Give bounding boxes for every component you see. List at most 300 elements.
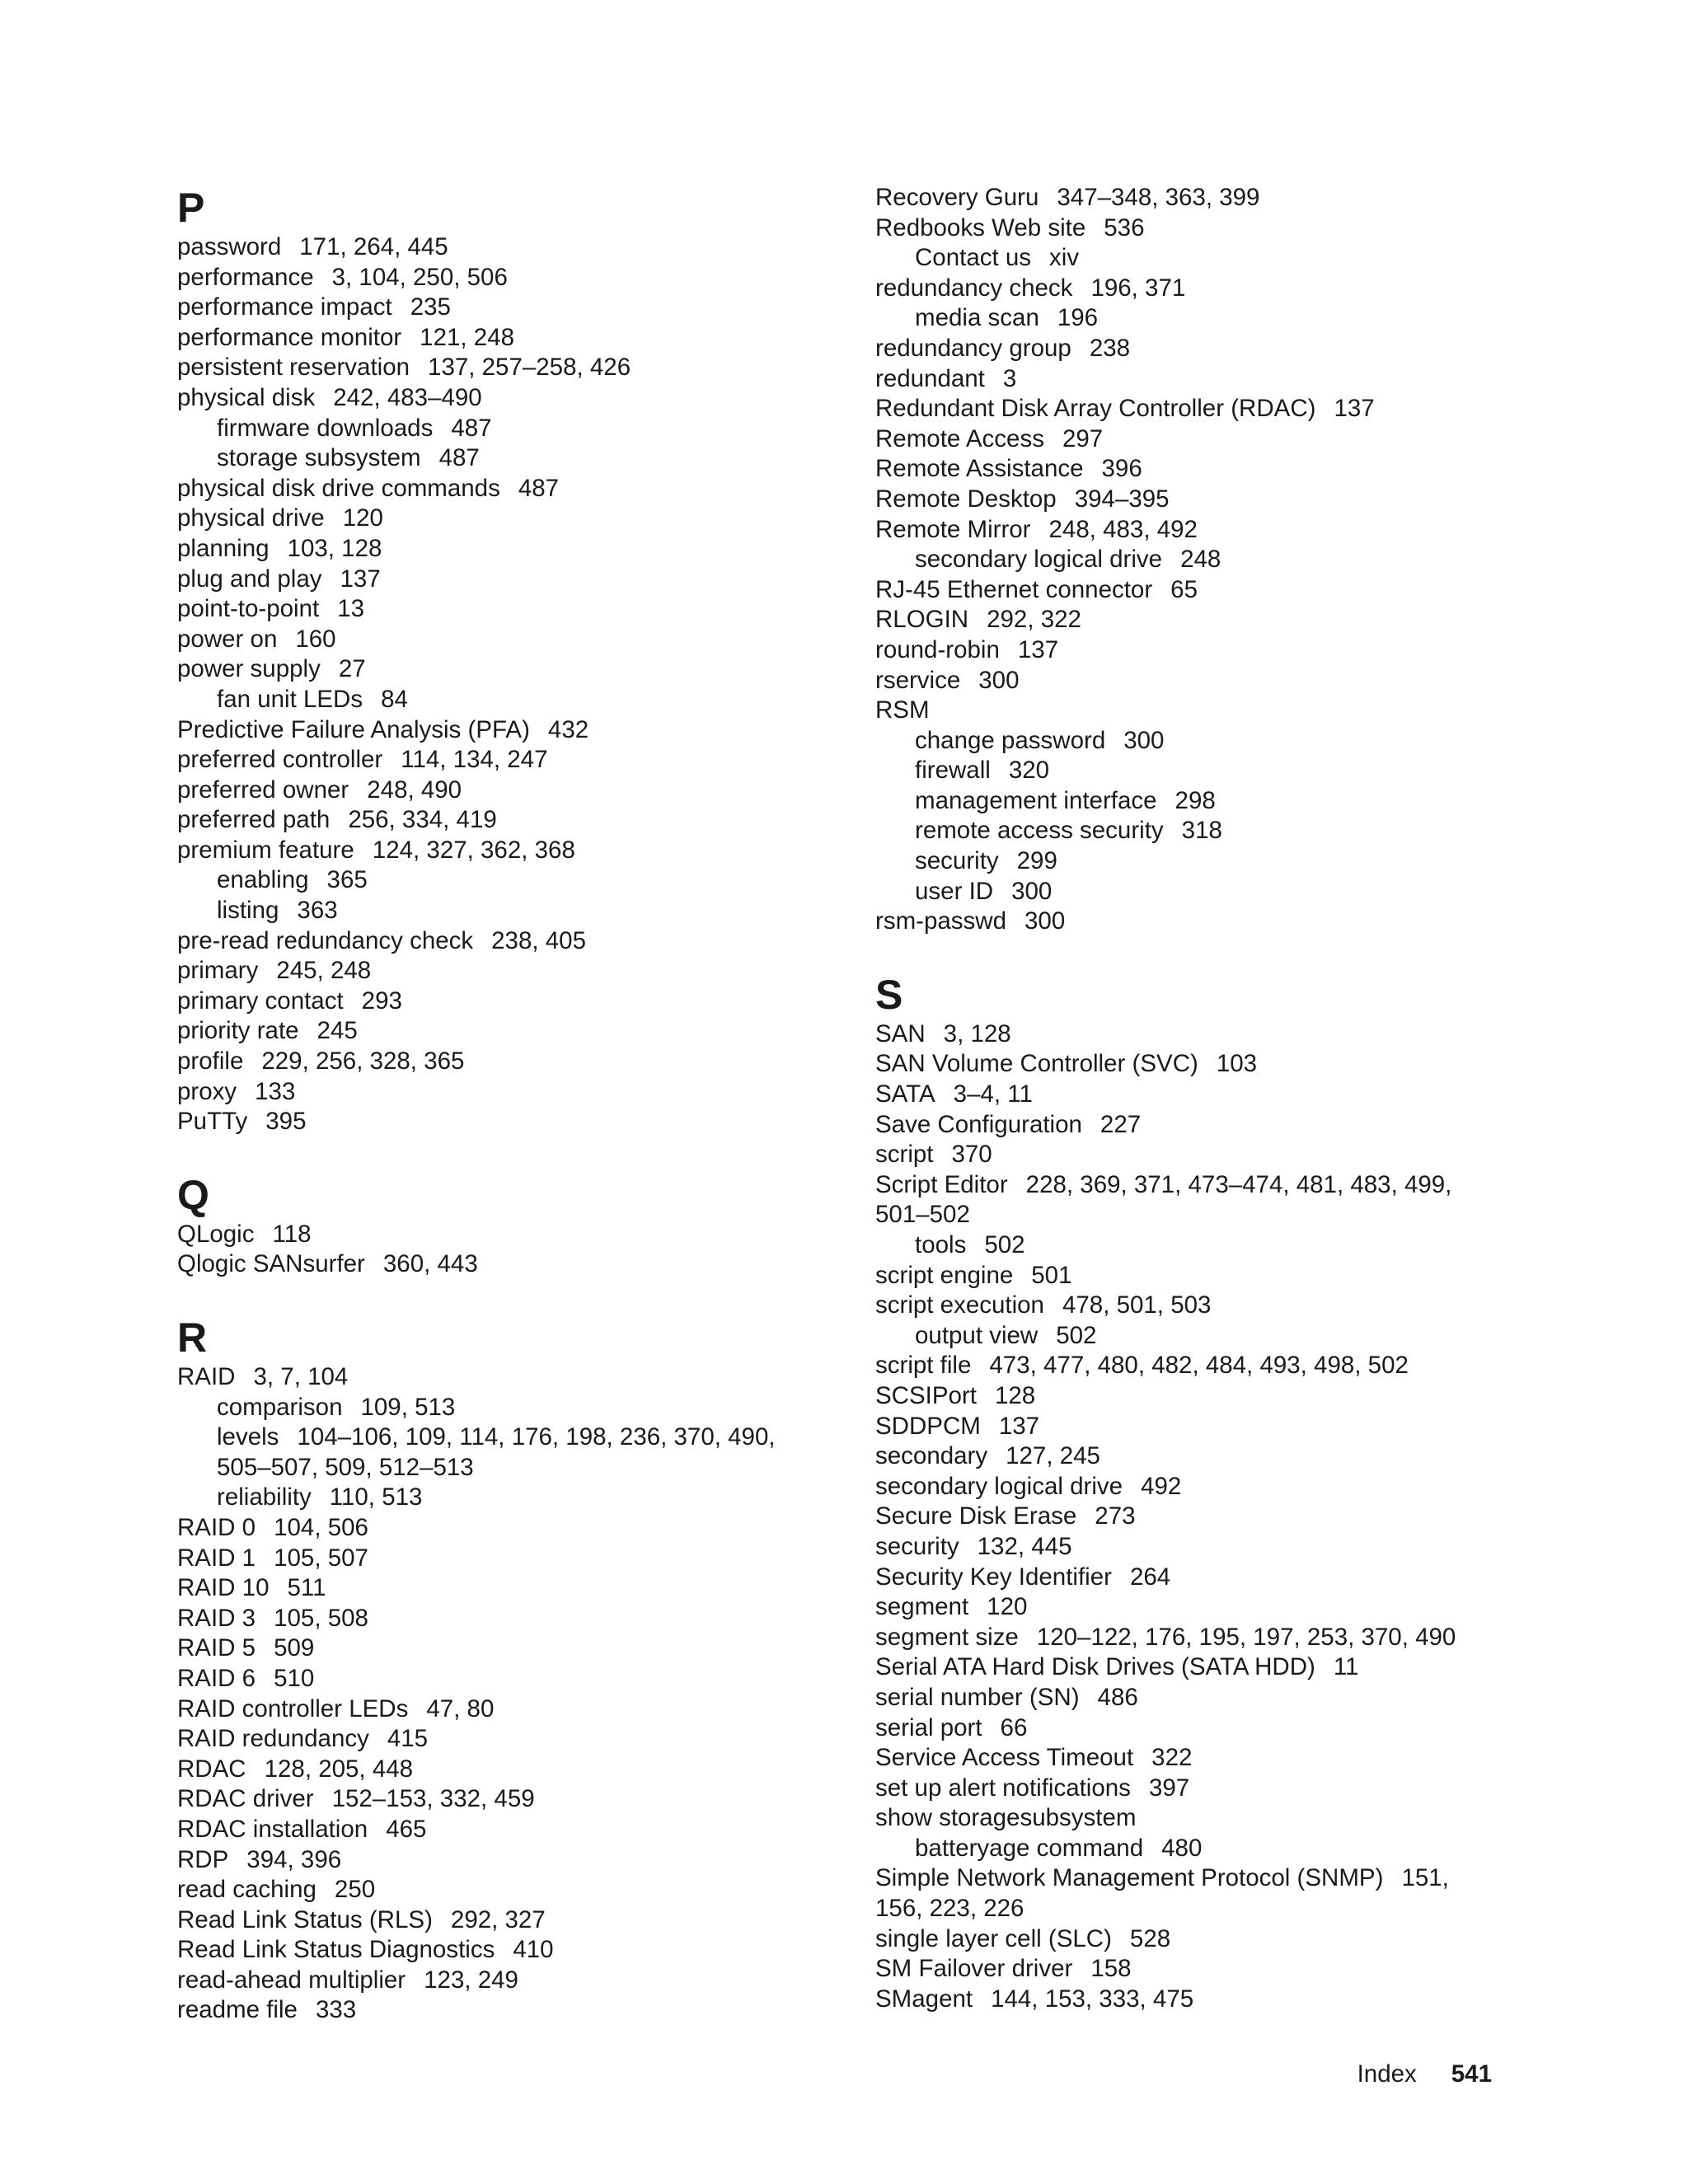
index-entry (875, 274, 1576, 304)
index-entry (177, 293, 837, 323)
entry-page-refs: 128, 205, 448 (264, 1755, 414, 1783)
entry-page-refs: 109, 513 (360, 1393, 456, 1421)
index-entry (875, 515, 1576, 546)
entry-term: SAN Volume Controller (SVC) (875, 1050, 1198, 1078)
index-entry (875, 1713, 1576, 1744)
entry-page-refs: 394–395 (1074, 485, 1170, 513)
index-entry (875, 1140, 1576, 1170)
entry-page-refs: 121, 248 (420, 323, 515, 351)
entry-page-refs: 250 (334, 1876, 376, 1904)
entry-page-refs: 245, 248 (276, 957, 372, 985)
entry-term: RDP (177, 1845, 229, 1873)
index-subentry (875, 1834, 1576, 1864)
entry-page-refs: 137 (1017, 635, 1059, 663)
entry-term: RAID 10 (177, 1574, 270, 1602)
index-entry (875, 1351, 1576, 1381)
index-entry (875, 1200, 1576, 1230)
index-entry (177, 383, 837, 414)
index-subentry (177, 1422, 837, 1453)
index-subentry (875, 303, 1576, 334)
entry-term: Service Access Timeout (875, 1744, 1134, 1772)
entry-term: SMagent (875, 1985, 973, 2013)
entry-term: script (875, 1141, 934, 1169)
index-entry (177, 1784, 837, 1815)
index-entry (875, 1683, 1576, 1713)
entry-page-refs: 502 (984, 1231, 1025, 1258)
entry-term: premium feature (177, 836, 354, 864)
index-subentry (177, 1393, 837, 1423)
entry-term: change password (915, 726, 1106, 754)
entry-page-refs: 318 (1181, 817, 1222, 845)
entry-term: proxy (177, 1077, 237, 1105)
entry-term: Predictive Failure Analysis (PFA) (177, 715, 530, 743)
entry-page-refs: 292, 322 (987, 606, 1081, 634)
index-entry (875, 1743, 1576, 1774)
index-entry (177, 1249, 837, 1280)
index-entry (177, 1755, 837, 1785)
entry-page-refs: 151, (1401, 1864, 1449, 1892)
index-entry (177, 1604, 837, 1634)
index-entry (177, 1016, 837, 1047)
entry-page-refs: 492 (1141, 1472, 1182, 1500)
entry-term: point-to-point (177, 595, 320, 623)
index-entry (875, 696, 1576, 726)
index-entry (875, 485, 1576, 515)
index-entry (177, 654, 837, 685)
entry-term: SCSIPort (875, 1381, 977, 1409)
index-entry (177, 594, 837, 625)
entry-page-refs: 152–153, 332, 459 (331, 1785, 535, 1813)
entry-term: Simple Network Management Protocol (SNMP) (875, 1864, 1384, 1892)
entry-term: RDAC installation (177, 1815, 368, 1843)
index-entry (177, 1573, 837, 1604)
entry-page-refs: 245 (316, 1017, 358, 1045)
index-entry (875, 635, 1576, 666)
entry-term: segment (875, 1593, 969, 1621)
entry-page-refs: 110, 513 (329, 1483, 423, 1511)
entry-page-refs: 132, 445 (977, 1532, 1072, 1560)
index-subentry (875, 846, 1576, 877)
entry-page-refs: 137, 257–258, 426 (428, 354, 631, 382)
entry-term: read caching (177, 1876, 316, 1904)
entry-term: Read Link Status (RLS) (177, 1905, 433, 1933)
index-entry (875, 1592, 1576, 1623)
entry-term: Contact us (915, 244, 1032, 272)
index-subentry (875, 545, 1576, 575)
index-entry (875, 424, 1576, 455)
entry-term: preferred owner (177, 776, 349, 804)
index-subentry (177, 443, 837, 474)
entry-term: redundant (875, 364, 985, 392)
entry-term: security (915, 847, 999, 875)
entry-page-refs: 103, 128 (287, 534, 382, 562)
entry-page-refs: 509 (274, 1634, 315, 1662)
entry-term: readme file (177, 1996, 298, 2024)
entry-term: profile (177, 1047, 244, 1076)
entry-page-refs: 256, 334, 419 (348, 806, 497, 834)
entry-term: primary (177, 957, 259, 985)
section-letter: R (177, 1315, 208, 1361)
entry-term: RAID (177, 1363, 236, 1390)
entry-term: Security Key Identifier (875, 1563, 1112, 1591)
entry-term: rsm-passwd (875, 907, 1006, 935)
index-entry (177, 987, 837, 1017)
entry-page-refs: 300 (978, 666, 1020, 694)
index-entry (177, 1935, 837, 1966)
entry-term: security (875, 1532, 959, 1560)
entry-page-refs: 3, 104, 250, 506 (331, 263, 508, 291)
index-entry (875, 1412, 1576, 1442)
index-subentry (177, 1453, 837, 1483)
entry-term: show storagesubsystem (875, 1804, 1137, 1832)
entry-page-refs: 297 (1062, 424, 1104, 452)
entry-page-refs: 114, 134, 247 (401, 746, 548, 774)
index-entry (875, 183, 1576, 213)
entry-page-refs: 11 (1333, 1653, 1359, 1681)
index-entry (177, 776, 837, 806)
entry-page-refs: 273 (1095, 1502, 1136, 1530)
entry-term: RJ-45 Ethernet connector (875, 575, 1153, 603)
entry-term: priority rate (177, 1017, 299, 1045)
entry-page-refs: 487 (451, 414, 492, 442)
entry-term: preferred path (177, 806, 331, 834)
entry-term: Redbooks Web site (875, 213, 1086, 241)
index-entry (177, 1664, 837, 1694)
index-entry (875, 1049, 1576, 1080)
entry-page-refs: 128 (994, 1381, 1036, 1409)
index-entry-list (875, 183, 1576, 937)
entry-page-refs: 248 (1180, 546, 1221, 574)
entry-term: QLogic (177, 1220, 255, 1248)
entry-page-refs: 160 (295, 625, 336, 653)
index-entry (875, 1170, 1576, 1201)
index-entry (177, 1220, 837, 1250)
entry-term: redundancy check (875, 274, 1073, 302)
index-section (177, 183, 837, 1137)
entry-page-refs: 171, 264, 445 (299, 233, 448, 260)
entry-page-refs: 396 (1101, 455, 1142, 483)
entry-term: password (177, 233, 282, 260)
entry-page-refs: 478, 501, 503 (1062, 1291, 1212, 1319)
entry-term: Serial ATA Hard Disk Drives (SATA HDD) (875, 1653, 1315, 1681)
index-entry (177, 926, 837, 957)
index-entry-list (875, 1019, 1576, 2015)
index-entry (875, 1019, 1576, 1050)
index-entry (177, 1995, 837, 2026)
index-subentry (177, 865, 837, 896)
index-entry (177, 323, 837, 354)
entry-term: secondary logical drive (875, 1472, 1123, 1500)
index-entry (875, 1924, 1576, 1955)
entry-page-refs: 66 (1000, 1713, 1028, 1741)
section-letter: Q (177, 1171, 209, 1218)
entry-term: script file (875, 1352, 972, 1380)
entry-term: script engine (875, 1261, 1014, 1289)
entry-page-refs: 292, 327 (450, 1905, 546, 1933)
entry-page-refs: 320 (1008, 757, 1050, 785)
index-entry (875, 575, 1576, 606)
index-subentry (875, 726, 1576, 757)
index-column-right (875, 183, 1576, 2014)
entry-page-refs: 120 (342, 504, 383, 532)
entry-term: storage subsystem (217, 444, 421, 472)
entry-page-refs: 510 (274, 1664, 315, 1692)
entry-term: pre-read redundancy check (177, 926, 474, 954)
index-entry (177, 263, 837, 293)
index-entry (875, 1502, 1576, 1532)
entry-page-refs: 248, 483, 492 (1048, 515, 1198, 543)
index-entry (177, 625, 837, 655)
entry-page-refs: 3, 7, 104 (253, 1363, 349, 1390)
entry-term: power supply (177, 655, 321, 683)
entry-term: power on (177, 625, 278, 653)
entry-page-refs: 300 (1123, 726, 1165, 754)
index-entry (875, 1441, 1576, 1472)
entry-term: plug and play (177, 565, 322, 593)
entry-term: RAID 1 (177, 1544, 256, 1572)
entry-term: RDAC (177, 1755, 246, 1783)
entry-page-refs: 105, 508 (274, 1604, 368, 1632)
index-entry (177, 715, 837, 746)
index-entry (875, 334, 1576, 364)
entry-page-refs: 137 (998, 1412, 1040, 1440)
entry-page-refs: 124, 327, 362, 368 (372, 836, 575, 864)
entry-term: 505–507, 509, 512–513 (217, 1453, 474, 1481)
entry-term: media scan (915, 304, 1039, 332)
entry-term: preferred controller (177, 746, 383, 774)
entry-term: RAID redundancy (177, 1725, 369, 1753)
index-subentry (875, 786, 1576, 817)
entry-term: primary contact (177, 987, 344, 1015)
index-entry (875, 1261, 1576, 1291)
page-number: 541 (1451, 2060, 1492, 2088)
index-entry (177, 474, 837, 504)
index-entry (875, 1532, 1576, 1563)
index-entry (875, 1623, 1576, 1653)
entry-term: levels (217, 1423, 279, 1451)
entry-page-refs: 137 (340, 565, 381, 593)
index-entry (177, 1815, 837, 1845)
entry-page-refs: 502 (1056, 1321, 1097, 1349)
index-subentry (177, 685, 837, 715)
entry-term: planning (177, 534, 270, 562)
entry-term: serial number (SN) (875, 1683, 1080, 1711)
entry-page-refs: 27 (338, 655, 366, 683)
entry-page-refs: 415 (387, 1725, 429, 1753)
entry-term: Redundant Disk Array Controller (RDAC) (875, 395, 1316, 423)
entry-term: persistent reservation (177, 354, 410, 382)
entry-page-refs: 395 (265, 1108, 307, 1136)
index-entry (177, 353, 837, 383)
entry-term: output view (915, 1321, 1039, 1349)
entry-page-refs: 333 (315, 1996, 357, 2024)
entry-term: performance (177, 263, 314, 291)
index-section (177, 1170, 837, 1280)
index-entry (177, 565, 837, 595)
entry-term: Recovery Guru (875, 184, 1039, 211)
index-entry (177, 956, 837, 987)
entry-page-refs: 536 (1104, 213, 1145, 241)
entry-term: serial port (875, 1713, 982, 1741)
entry-page-refs: 3 (1002, 364, 1017, 392)
entry-term: Qlogic SANsurfer (177, 1250, 365, 1278)
entry-page-refs: 104–106, 109, 114, 176, 198, 236, 370, 490, (297, 1423, 776, 1451)
entry-page-refs: 347–348, 363, 399 (1057, 184, 1260, 211)
entry-page-refs: 228, 369, 371, 473–474, 481, 483, 499, (1025, 1170, 1452, 1198)
entry-page-refs: 511 (287, 1574, 326, 1602)
entry-page-refs: 293 (361, 987, 402, 1015)
index-entry (177, 504, 837, 534)
entry-page-refs: 238, 405 (491, 926, 586, 954)
index-entry (875, 1472, 1576, 1502)
entry-term: physical disk (177, 383, 316, 411)
entry-page-refs: 84 (381, 685, 408, 713)
index-subentry (875, 756, 1576, 786)
entry-term: Read Link Status Diagnostics (177, 1936, 495, 1964)
index-entry-list (177, 232, 837, 1137)
index-entry (875, 1563, 1576, 1593)
index-entry (177, 1875, 837, 1905)
page-footer (1357, 2058, 1492, 2091)
index-entry (177, 1107, 837, 1137)
entry-page-refs: 480 (1161, 1834, 1203, 1862)
entry-page-refs: 397 (1148, 1774, 1190, 1802)
index-section (875, 183, 1576, 937)
entry-term: secondary logical drive (915, 546, 1163, 574)
entry-page-refs: 196, 371 (1090, 274, 1186, 302)
entry-term: Remote Access (875, 424, 1044, 452)
entry-page-refs: 144, 153, 333, 475 (991, 1985, 1194, 2013)
entry-term: Remote Desktop (875, 485, 1057, 513)
index-entry (875, 1774, 1576, 1804)
entry-term: secondary (875, 1442, 988, 1470)
index-section (177, 1313, 837, 2026)
entry-page-refs: 65 (1170, 575, 1198, 603)
entry-page-refs: 248, 490 (367, 776, 462, 804)
entry-page-refs: xiv (1049, 244, 1080, 272)
index-entry (177, 1845, 837, 1876)
entry-term: remote access security (915, 817, 1164, 845)
index-entry (177, 1544, 837, 1574)
entry-term: Remote Assistance (875, 455, 1084, 483)
entry-term: read-ahead multiplier (177, 1966, 406, 1994)
entry-term: physical drive (177, 504, 325, 532)
entry-page-refs: 501 (1031, 1261, 1072, 1289)
index-entry (177, 745, 837, 776)
entry-term: Script Editor (875, 1170, 1008, 1198)
entry-page-refs: 235 (410, 293, 451, 321)
entry-page-refs: 299 (1016, 847, 1057, 875)
entry-page-refs: 133 (255, 1077, 296, 1105)
entry-term: reliability (217, 1483, 312, 1511)
index-entry (875, 907, 1576, 937)
entry-page-refs: 300 (1025, 907, 1066, 935)
index-entry (177, 1966, 837, 1996)
index-entry (177, 1362, 837, 1393)
index-entry (875, 605, 1576, 635)
entry-page-refs: 103 (1216, 1050, 1258, 1078)
index-entry (177, 1077, 837, 1108)
index-entry (875, 1110, 1576, 1141)
entry-term: RAID 5 (177, 1634, 256, 1662)
entry-page-refs: 127, 245 (1006, 1442, 1100, 1470)
index-entry-list (177, 1220, 837, 1280)
entry-term: set up alert notifications (875, 1774, 1131, 1802)
index-entry (177, 805, 837, 836)
index-subentry (177, 1483, 837, 1513)
entry-page-refs: 394, 396 (246, 1845, 342, 1873)
entry-term: firewall (915, 757, 991, 785)
entry-term: fan unit LEDs (217, 685, 363, 713)
entry-page-refs: 3, 128 (943, 1019, 1011, 1047)
entry-term: Remote Mirror (875, 515, 1031, 543)
index-subentry (875, 1321, 1576, 1352)
index-entry (875, 1381, 1576, 1412)
index-entry (875, 1080, 1576, 1110)
entry-page-refs: 137 (1334, 395, 1375, 423)
entry-term: user ID (915, 877, 994, 905)
index-entry (875, 1803, 1576, 1834)
entry-page-refs: 227 (1100, 1110, 1142, 1138)
entry-page-refs: 298 (1175, 786, 1216, 814)
entry-page-refs: 528 (1129, 1924, 1171, 1952)
index-subentry (875, 877, 1576, 907)
entry-term: RAID controller LEDs (177, 1694, 409, 1722)
index-entry (875, 1985, 1576, 2015)
entry-term: single layer cell (SLC) (875, 1924, 1112, 1952)
entry-term: SDDPCM (875, 1412, 981, 1440)
index-entry (177, 232, 837, 263)
index-subentry (177, 896, 837, 926)
entry-term: rservice (875, 666, 961, 694)
index-section (875, 970, 1576, 2015)
index-entry (875, 364, 1576, 395)
index-entry (177, 1905, 837, 1936)
entry-term: segment size (875, 1623, 1019, 1651)
entry-term: script execution (875, 1291, 1044, 1319)
entry-term: management interface (915, 786, 1157, 814)
entry-page-refs: 370 (951, 1141, 992, 1169)
index-entry (177, 1724, 837, 1755)
entry-page-refs: 104, 506 (274, 1513, 368, 1541)
index-entry (177, 1694, 837, 1725)
index-subentry (875, 1230, 1576, 1261)
index-entry (177, 1513, 837, 1544)
entry-page-refs: 120 (987, 1593, 1028, 1621)
entry-page-refs: 363 (297, 897, 338, 925)
entry-term: RSM (875, 696, 930, 724)
index-subentry (875, 243, 1576, 274)
entry-page-refs: 487 (438, 444, 480, 472)
section-letter: S (875, 971, 903, 1018)
entry-term: firmware downloads (217, 414, 434, 442)
entry-page-refs: 242, 483–490 (333, 383, 482, 411)
index-entry (177, 836, 837, 866)
entry-page-refs: 196 (1057, 304, 1099, 332)
entry-page-refs: 486 (1097, 1683, 1138, 1711)
index-entry (875, 1863, 1576, 1894)
entry-term: performance impact (177, 293, 392, 321)
entry-term: 501–502 (875, 1201, 970, 1229)
entry-page-refs: 322 (1151, 1744, 1193, 1772)
index-entry (177, 534, 837, 565)
entry-term: tools (915, 1231, 967, 1258)
index-subentry (875, 816, 1576, 846)
entry-page-refs: 432 (547, 715, 589, 743)
entry-page-refs: 264 (1129, 1563, 1171, 1591)
entry-term: RLOGIN (875, 606, 969, 634)
index-entry-list (177, 1362, 837, 2026)
